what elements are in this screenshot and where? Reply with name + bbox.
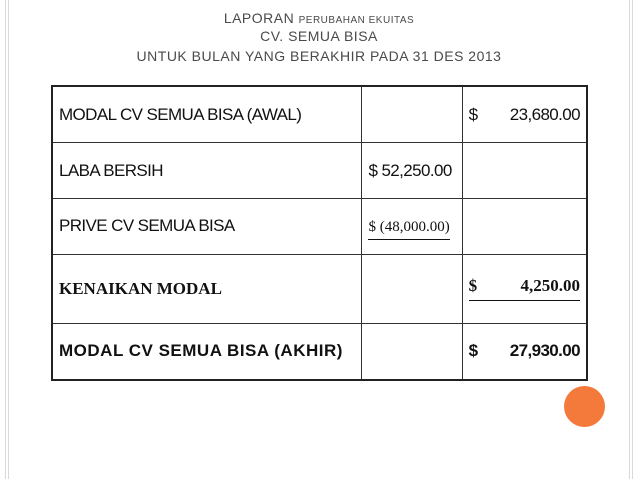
mid-cell <box>362 143 462 199</box>
right-cell <box>462 323 587 380</box>
right-cell <box>462 199 587 255</box>
amount: 52,250.00 <box>381 160 452 180</box>
right-cell <box>462 86 587 143</box>
row-label: MODAL CV SEMUA BISA (AWAL) <box>52 86 362 143</box>
right-cell <box>462 143 587 199</box>
currency-symbol: $ <box>468 104 478 124</box>
amount: 23,680.00 <box>509 104 580 124</box>
table-row <box>52 86 587 143</box>
row-label: LABA BERSIH <box>52 143 362 199</box>
table-row <box>52 199 587 255</box>
company-name: CV. SEMUA BISA <box>260 28 378 44</box>
decorative-circle-icon <box>564 386 605 427</box>
report-period: UNTUK BULAN YANG BERAKHIR PADA 31 DES 2013 <box>136 48 502 64</box>
right-cell <box>462 254 587 323</box>
amount: 27,930.00 <box>509 341 580 361</box>
mid-cell <box>362 86 462 143</box>
amount: (48,000.00) <box>379 219 450 236</box>
mid-cell <box>362 199 462 255</box>
amount: 4,250.00 <box>520 276 580 296</box>
row-label: MODAL CV SEMUA BISA (AKHIR) <box>52 323 362 380</box>
row-label: PRIVE CV SEMUA BISA <box>52 199 362 255</box>
row-label: KENAIKAN MODAL <box>52 254 362 323</box>
mid-cell <box>362 323 462 380</box>
currency-symbol: $ <box>468 341 478 361</box>
currency-symbol: $ <box>468 276 478 296</box>
title-sub: PERUBAHAN EKUITAS <box>298 15 415 26</box>
table-row <box>52 254 587 323</box>
slide-border-left <box>5 0 9 479</box>
currency-symbol: $ <box>368 219 376 236</box>
equity-table <box>51 85 588 381</box>
title-main: LAPORAN <box>223 10 295 26</box>
report-title <box>0 10 638 26</box>
mid-cell <box>362 254 462 323</box>
table-row <box>52 323 587 380</box>
slide-border-right <box>629 0 633 479</box>
currency-symbol: $ <box>368 160 378 180</box>
table-row <box>52 143 587 199</box>
